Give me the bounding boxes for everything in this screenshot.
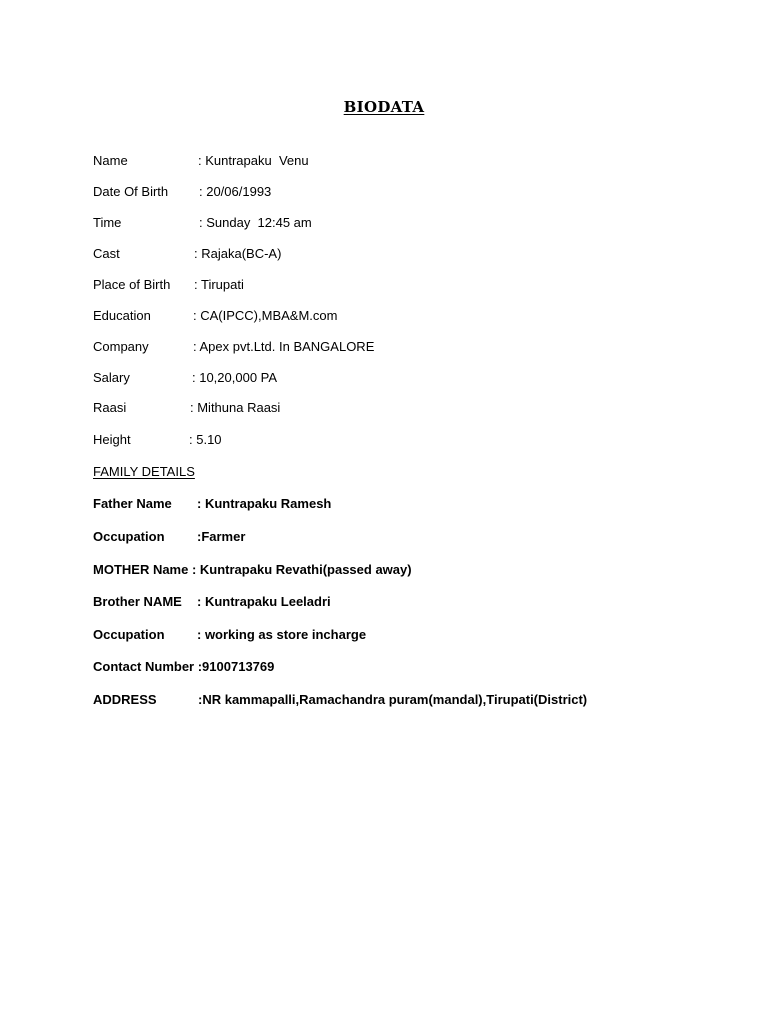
brother-occupation-value: : working as store incharge bbox=[197, 627, 367, 642]
raasi-label: Raasi bbox=[93, 400, 127, 415]
place-of-birth-label: Place of Birth bbox=[93, 277, 171, 292]
document-title: BIODATA bbox=[343, 98, 425, 116]
address-value: :NR kammapalli,Ramachandra puram(mandal),Tirupati(District) bbox=[198, 692, 588, 707]
name-label: Name bbox=[93, 153, 128, 168]
salary-label: Salary bbox=[93, 370, 130, 385]
height-value: : 5.10 bbox=[189, 432, 222, 447]
father-value: : Kuntrapaku Ramesh bbox=[197, 496, 332, 511]
company-value: : Apex pvt.Ltd. In BANGALORE bbox=[193, 339, 375, 354]
time-value: : Sunday 12:45 am bbox=[199, 215, 312, 230]
brother-value: : Kuntrapaku Leeladri bbox=[197, 594, 331, 609]
brother-occupation-label: Occupation bbox=[93, 627, 165, 642]
contact-row: Contact Number :9100713769 bbox=[93, 659, 275, 674]
salary-value: : 10,20,000 PA bbox=[192, 370, 278, 385]
cast-label: Cast bbox=[93, 246, 120, 261]
name-value: : Kuntrapaku Venu bbox=[198, 153, 309, 168]
height-label: Height bbox=[93, 432, 131, 447]
family-details-heading: FAMILY DETAILS bbox=[93, 464, 195, 479]
brother-label: Brother NAME bbox=[93, 594, 182, 609]
dob-value: : 20/06/1993 bbox=[199, 184, 272, 199]
father-occupation-value: :Farmer bbox=[197, 529, 246, 544]
cast-value: : Rajaka(BC-A) bbox=[194, 246, 282, 261]
place-of-birth-value: : Tirupati bbox=[194, 277, 244, 292]
dob-label: Date Of Birth bbox=[93, 184, 169, 199]
father-occupation-label: Occupation bbox=[93, 529, 165, 544]
company-label: Company bbox=[93, 339, 149, 354]
education-label: Education bbox=[93, 308, 151, 323]
education-value: : CA(IPCC),MBA&M.com bbox=[193, 308, 338, 323]
time-label: Time bbox=[93, 215, 122, 230]
address-row bbox=[93, 691, 588, 763]
father-label: Father Name bbox=[93, 496, 172, 511]
raasi-value: : Mithuna Raasi bbox=[190, 400, 281, 415]
mother-row: MOTHER Name : Kuntrapaku Revathi(passed away) bbox=[93, 562, 412, 577]
address-label: ADDRESS bbox=[93, 692, 157, 707]
